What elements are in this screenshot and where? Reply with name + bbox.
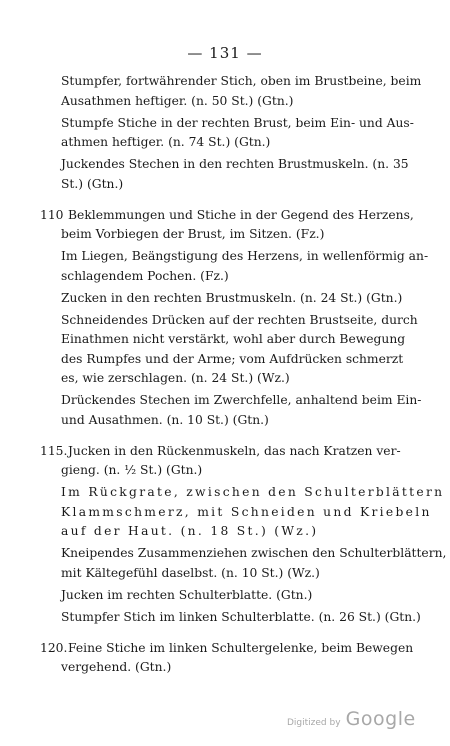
symptom-entry xyxy=(40,483,445,542)
symptom-entry xyxy=(40,586,400,606)
entry-number: 120. xyxy=(40,640,68,655)
text-line: Drückendes Stechen im Zwerchfelle, anhaltend beim Ein- xyxy=(61,393,422,407)
symptom-entry xyxy=(40,442,400,481)
digitized-by-label: Digitized by xyxy=(287,718,341,728)
symptom-entry xyxy=(40,544,447,583)
google-logo: Google xyxy=(345,708,416,730)
text-line: Zucken in den rechten Brustmuskeln. (n. 24 St.) (Gtn.) xyxy=(61,290,403,305)
text-line xyxy=(40,206,414,226)
text-line xyxy=(40,639,414,659)
text-line: Stumpfe Stiche in der rechten Brust, beim Ein- und Aus- xyxy=(61,115,414,130)
text-line-content: Feine Stiche im linken Schultergelenke, beim Bewegen xyxy=(68,640,414,655)
text-line: Klammschmerz, mit Schneiden und Kriebeln xyxy=(61,504,432,519)
symptom-entry xyxy=(40,289,403,309)
symptom-entry xyxy=(40,206,414,245)
text-line: Im Rückgrate, zwischen den Schulterblättern xyxy=(61,485,445,499)
symptom-entry xyxy=(40,311,418,389)
entry-number: 115. xyxy=(40,443,68,458)
text-line: beim Vorbiegen der Brust, im Sitzen. (Fz.) xyxy=(61,227,325,241)
text-line-content: Beklemmungen und Stiche in der Gegend des Herzens, xyxy=(68,207,414,222)
text-line xyxy=(40,442,400,462)
body-text xyxy=(40,72,447,680)
symptom-entry xyxy=(40,247,429,286)
symptom-entry xyxy=(40,114,414,153)
text-line: Einathmen nicht verstärkt, wohl aber durch Bewegung xyxy=(61,332,406,346)
digitized-by-google-stamp xyxy=(287,708,416,730)
text-line-content: Jucken in den Rückenmuskeln, das nach Kratzen ver- xyxy=(68,443,401,458)
entry-number: 110 xyxy=(40,207,64,222)
text-line: schlagendem Pochen. (Fz.) xyxy=(61,268,229,283)
page-number: — 131 — xyxy=(187,44,263,62)
text-line: Stumpfer, fortwährender Stich, oben im Brustbeine, beim xyxy=(61,74,422,88)
text-line: mit Kältegefühl daselbst. (n. 10 St.) (Wz.) xyxy=(61,565,320,580)
text-line: Juckendes Stechen in den rechten Brustmuskeln. (n. 35 xyxy=(61,157,409,171)
text-line: Kneipendes Zusammenziehen zwischen den Schulterblättern, xyxy=(61,546,447,560)
text-line: Im Liegen, Beängstigung des Herzens, in wellenförmig an- xyxy=(61,249,429,263)
text-line: des Rumpfes und der Arme; vom Aufdrücken schmerzt xyxy=(61,351,404,366)
text-line: vergehend. (Gtn.) xyxy=(61,660,172,674)
text-line: St.) (Gtn.) xyxy=(61,176,124,191)
text-line: Stumpfer Stich im linken Schulterblatte. (n. 26 St.) (Gtn.) xyxy=(61,609,421,624)
text-line: gieng. (n. ½ St.) (Gtn.) xyxy=(61,463,203,477)
symptom-entry xyxy=(40,72,422,111)
symptom-entry xyxy=(40,608,421,628)
text-line: und Ausathmen. (n. 10 St.) (Gtn.) xyxy=(61,412,269,427)
text-line: athmen heftiger. (n. 74 St.) (Gtn.) xyxy=(61,135,271,149)
text-line: auf der Haut. (n. 18 St.) (Wz.) xyxy=(61,524,319,538)
text-line: Schneidendes Drücken auf der rechten Brustseite, durch xyxy=(61,312,418,327)
text-line: Ausathmen heftiger. (n. 50 St.) (Gtn.) xyxy=(61,93,294,108)
text-line: es, wie zerschlagen. (n. 24 St.) (Wz.) xyxy=(61,371,290,385)
symptom-entry xyxy=(40,391,422,430)
symptom-entry xyxy=(40,639,414,678)
symptom-entry xyxy=(40,155,409,194)
text-line: Jucken im rechten Schulterblatte. (Gtn.) xyxy=(61,587,313,602)
